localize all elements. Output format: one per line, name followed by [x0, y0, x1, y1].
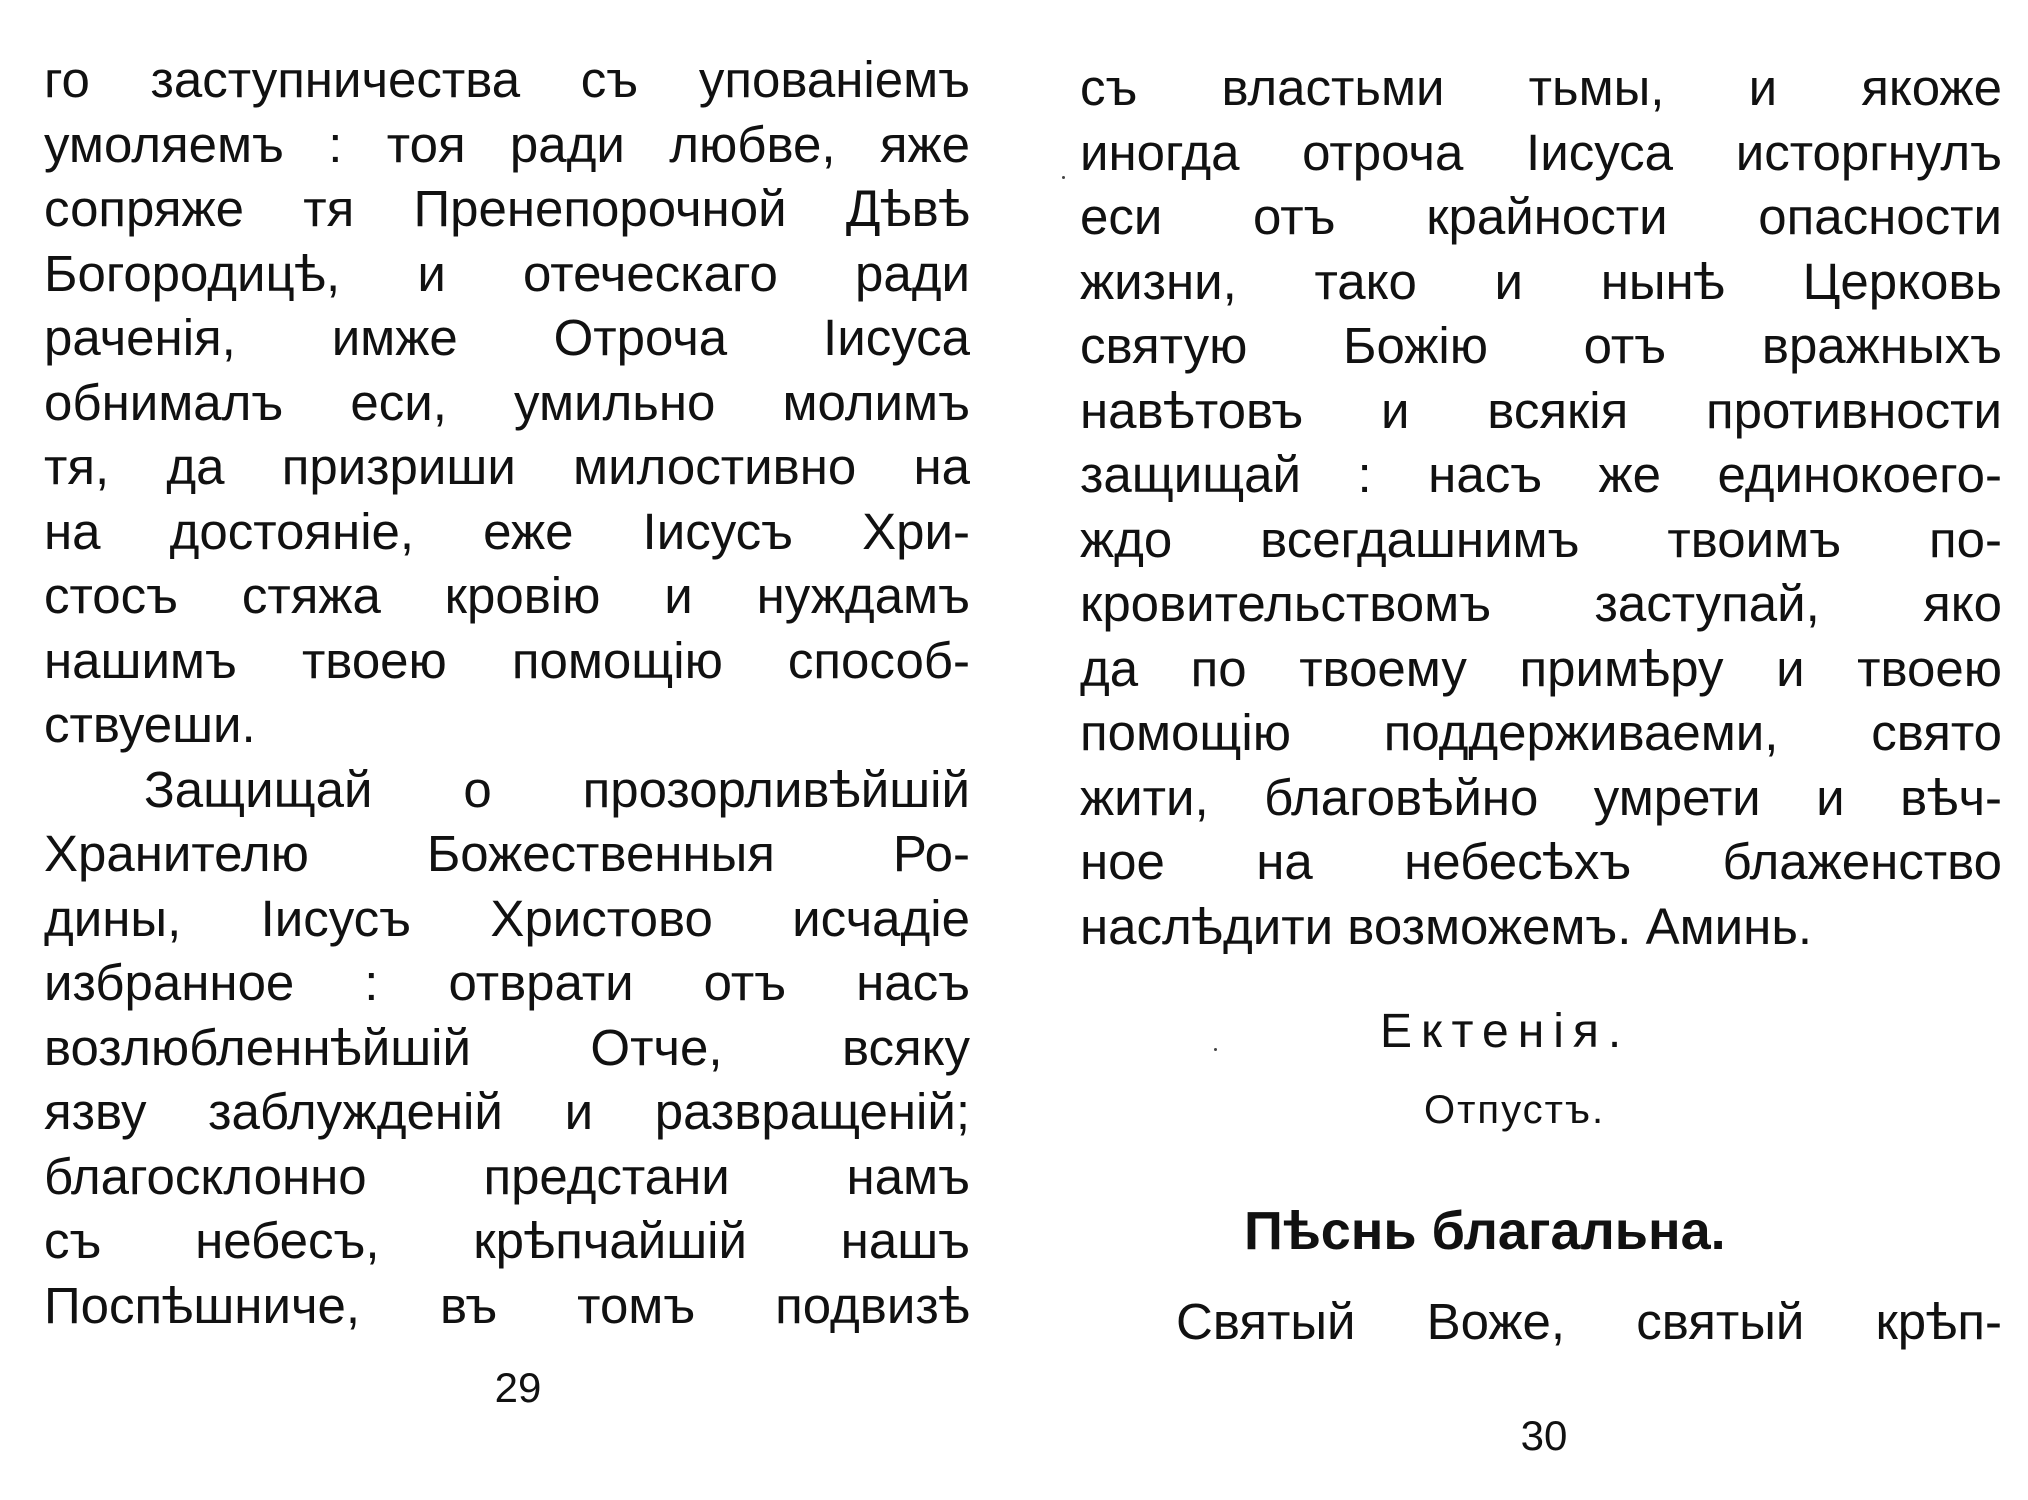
page-number-left: 29 [494, 1364, 542, 1411]
text-line: тя, да призриши милостивно на [44, 438, 970, 495]
text-line: стосъ стяжа кровію и нуждамъ [44, 567, 970, 624]
text-line: язву заблужденій и развращеній; [44, 1083, 970, 1140]
text-line: Богородицѣ, и отеческаго ради [44, 244, 970, 302]
text-line: защищай : насъ же единокоего- [1080, 446, 2002, 503]
text-line: наслѣдити возможемъ. Аминь. [1080, 897, 1813, 955]
text-line: навѣтовъ и всякія противности [1080, 381, 2002, 439]
text-line: нашимъ твоею помощію способ- [44, 631, 970, 689]
song-first-line: Святый Воже, святый крѣп- [1176, 1293, 2002, 1350]
text-line: избранное : отврати отъ насъ [44, 954, 970, 1011]
text-line: Хранителю Божественныя Ро- [44, 825, 970, 882]
text-line: съ небесъ, крѣпчайшій нашъ [44, 1212, 970, 1269]
text-line: обнималъ еси, умильно молимъ [44, 373, 970, 431]
text-line-paragraph-start: Защищай о прозорливѣйшій [144, 760, 970, 818]
text-line: ное на небесѣхъ блаженство [1080, 833, 2002, 890]
text-line: помощію поддерживаеми, свято [1080, 704, 2002, 761]
text-line: да по твоему примѣру и твоею [1080, 639, 2002, 697]
text-line: съ властьми тьмы, и якоже [1080, 59, 2002, 116]
text-line: умоляемъ : тоя ради любве, яже [44, 115, 970, 173]
ektenia-heading: Ектенія. [1380, 1005, 1631, 1058]
song-title: Пѣснь благальна. [1244, 1201, 1726, 1261]
text-line: возлюбленнѣйшій Отче, всяку [44, 1018, 970, 1076]
text-line: еси отъ крайности опасности [1080, 188, 2002, 245]
print-speck [1214, 1048, 1217, 1051]
left-page-body [44, 48, 970, 1338]
text-line: сопряже тя Пренепорочной Дѣвѣ [44, 180, 970, 237]
page-number-right: 30 [1520, 1412, 1568, 1459]
text-line: на достояніе, еже Іисусъ Хри- [44, 502, 970, 560]
text-line: раченія, имже Отроча Іисуса [44, 309, 970, 366]
text-line: ждо всегдашнимъ твоимъ по- [1080, 510, 2002, 568]
text-line: благосклонно предстани намъ [44, 1147, 970, 1205]
text-line: го заступничества съ упованіемъ [44, 51, 970, 108]
text-line: кровительствомъ заступай, яко [1080, 575, 2002, 632]
text-line: жити, благовѣйно умрети и вѣч- [1080, 768, 2002, 826]
text-line: ствуеши. [44, 696, 256, 753]
text-line: иногда отроча Іисуса исторгнулъ [1080, 123, 2002, 181]
text-line: жизни, тако и нынѣ Церковь [1080, 252, 2002, 310]
print-speck [1062, 176, 1065, 179]
text-line: святую Божію отъ вражныхъ [1080, 317, 2002, 374]
text-line: Поспѣшниче, въ томъ подвизѣ [44, 1276, 970, 1334]
otpust-heading: Отпустъ. [1424, 1088, 1606, 1132]
right-page-body [1080, 56, 2002, 959]
text-line: дины, Іисусъ Христово исчадіе [44, 889, 970, 947]
